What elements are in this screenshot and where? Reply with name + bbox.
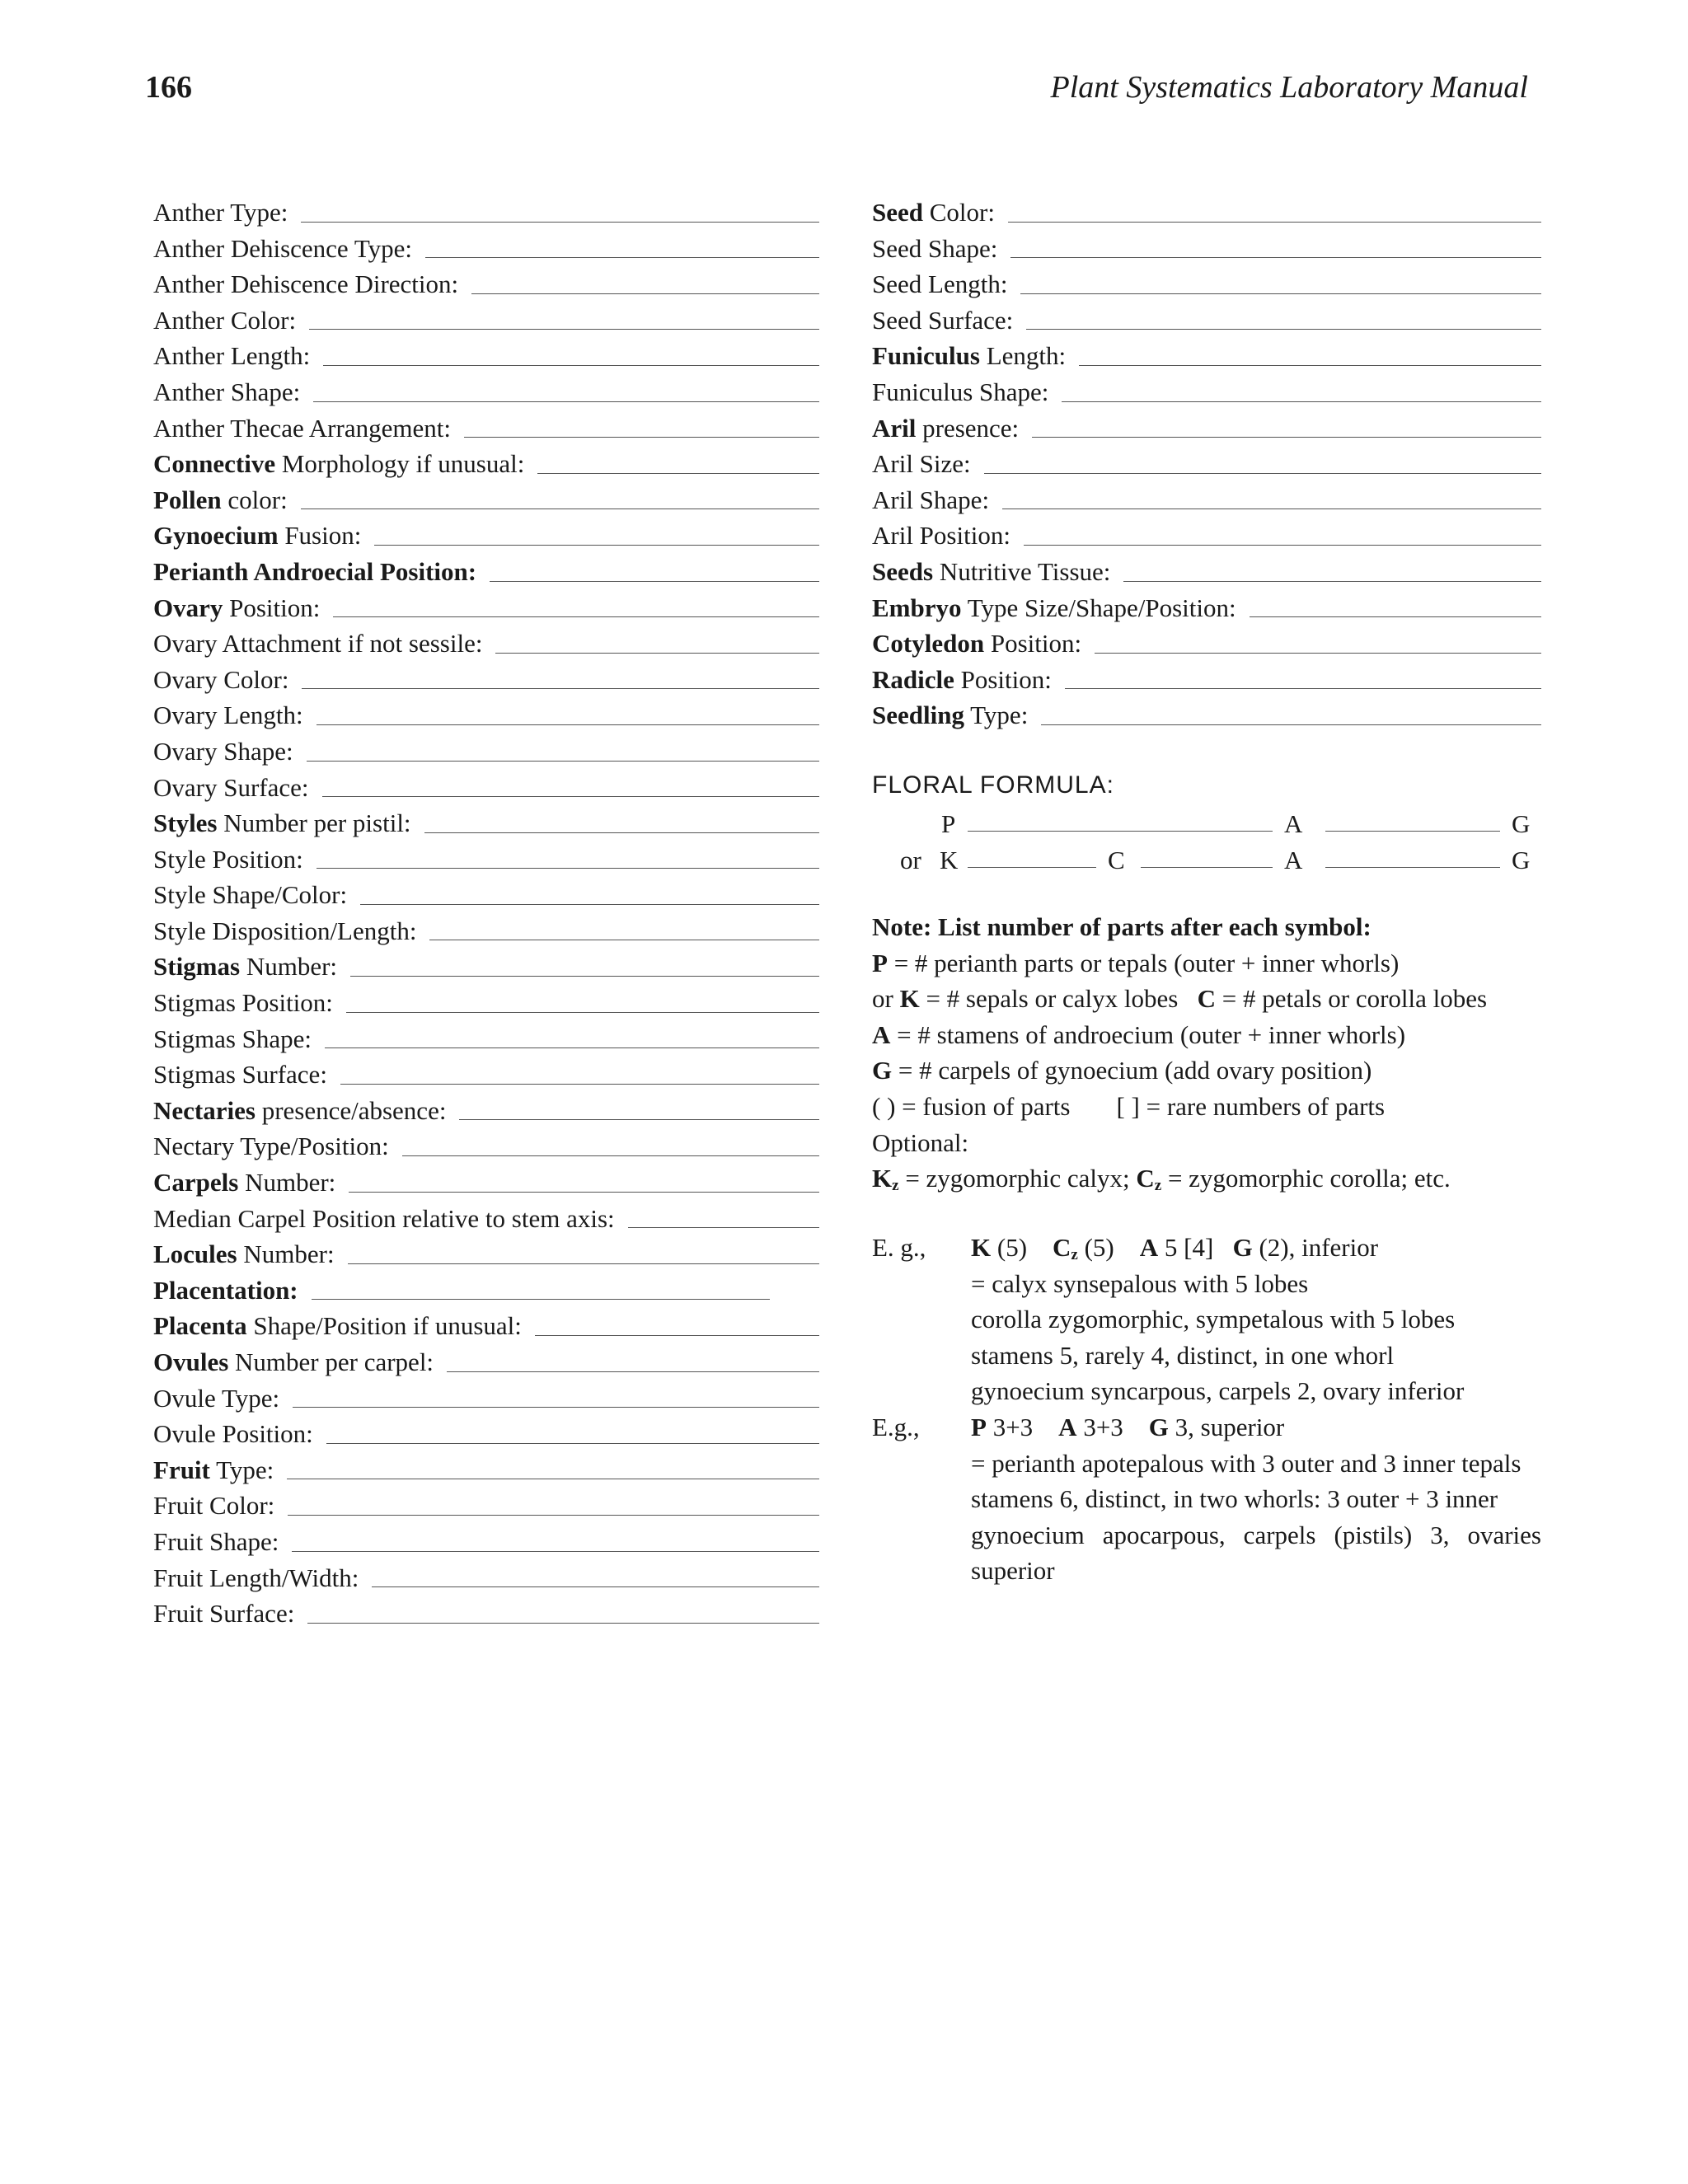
left-field-label [153, 231, 412, 267]
formula-c-blank[interactable] [1141, 867, 1273, 868]
right-field-label [872, 194, 995, 231]
left-answer-line[interactable] [348, 1263, 819, 1264]
example-2-line: gynoecium apocarpous, carpels (pistils) 3, ovaries [971, 1520, 1541, 1549]
left-answer-line[interactable] [316, 724, 819, 725]
field-label-text: presence/absence: [255, 1095, 447, 1125]
example-2-formula: P 3+3 A 3+3 G 3, superior [971, 1412, 1285, 1441]
left-answer-line[interactable] [372, 1586, 819, 1587]
right-field-label [872, 410, 1019, 447]
left-field-label [153, 1057, 327, 1093]
left-field-row [153, 266, 819, 302]
field-label-text: Type Size/Shape/Position: [961, 593, 1236, 622]
right-field-label [872, 590, 1236, 626]
page-number: 166 [145, 70, 192, 105]
field-label-text: Position: [223, 593, 321, 622]
left-field-row [153, 913, 819, 949]
field-label-text: Median Carpel Position relative to stem axis: [153, 1203, 615, 1233]
field-label-bold: Placenta [153, 1311, 247, 1341]
field-label-text: Fruit Length/Width: [153, 1563, 359, 1592]
example-1-label: E. g., [872, 1233, 926, 1262]
field-label-bold: Nectaries [153, 1095, 256, 1125]
field-label-text: Stigmas Position: [153, 988, 333, 1018]
left-answer-line[interactable] [425, 257, 819, 258]
left-field-label [153, 1524, 279, 1560]
left-field-row [153, 338, 819, 374]
left-field-row [153, 770, 819, 806]
left-field-row [153, 482, 819, 518]
field-label-bold: Pollen [153, 485, 222, 514]
right-field-row [872, 374, 1541, 410]
left-field-label [153, 1272, 298, 1309]
field-label-bold: Gynoecium [153, 521, 279, 551]
field-label-text: presence: [916, 413, 1020, 443]
right-answer-line[interactable] [1065, 688, 1541, 689]
note-zygomorphic: $K_z$ = zygomorphic calyx; $C_z$ = zygomorphic corolla; etc. [872, 1164, 1451, 1195]
field-label-text: Ovary Surface: [153, 772, 309, 802]
formula-examples [872, 1230, 1541, 1589]
left-answer-line[interactable] [322, 796, 820, 797]
left-field-label [153, 626, 482, 662]
left-answer-line[interactable] [490, 581, 819, 582]
right-answer-line[interactable] [1026, 329, 1541, 330]
left-field-label [153, 302, 296, 339]
field-label-text: Shape/Position if unusual: [246, 1311, 522, 1341]
left-answer-line[interactable] [495, 653, 819, 654]
field-label-text: Ovary Length: [153, 701, 303, 730]
floral-formula [872, 765, 1541, 879]
right-answer-line[interactable] [1123, 581, 1541, 582]
formula-g2-symbol: G [1512, 846, 1531, 874]
left-field-row [153, 446, 819, 482]
left-field-row [153, 518, 819, 554]
formula-row-perianth [872, 806, 1541, 842]
left-field-label [153, 1560, 359, 1596]
field-label-bold: Cotyledon [872, 629, 985, 658]
left-field-row [153, 985, 819, 1021]
left-field-row [153, 410, 819, 447]
field-label-text: Fusion: [278, 521, 362, 551]
formula-k-blank[interactable] [968, 867, 1096, 868]
field-label-bold: Ovules [153, 1347, 229, 1376]
left-answer-line[interactable] [302, 688, 819, 689]
left-field-label [153, 1416, 313, 1452]
formula-c-symbol: C [1108, 846, 1125, 874]
right-field-row [872, 697, 1541, 733]
left-answer-line[interactable] [288, 1515, 819, 1516]
note-optional: Optional: [872, 1127, 969, 1157]
field-label-text: Ovule Type: [153, 1383, 280, 1413]
left-field-row [153, 626, 819, 662]
right-field-label [872, 626, 1081, 662]
example-2-line: superior [971, 1556, 1055, 1586]
left-answer-line[interactable] [447, 1371, 819, 1372]
right-field-row [872, 446, 1541, 482]
left-field-label [153, 697, 303, 733]
left-field-row [153, 1165, 819, 1201]
right-field-label [872, 302, 1013, 339]
example-2-line: = perianth apotepalous with 3 outer and 3 inner tepals [971, 1448, 1522, 1478]
left-field-row [153, 877, 819, 913]
left-field-row [153, 1057, 819, 1093]
left-field-label [153, 1380, 279, 1417]
field-label-text: Anther Thecae Arrangement: [153, 413, 451, 443]
formula-row-calyx-corolla [872, 842, 1541, 879]
right-answer-line[interactable] [1079, 365, 1541, 366]
field-label-bold: Carpels [153, 1168, 239, 1197]
left-field-row [153, 697, 819, 733]
left-field-label [153, 410, 451, 447]
formula-or-text: or [900, 846, 921, 874]
left-answer-line[interactable] [292, 1551, 819, 1552]
field-label-text: Funiculus Shape: [872, 377, 1049, 406]
field-label-bold: Funiculus [872, 341, 980, 371]
field-label-text: Position: [954, 664, 1052, 694]
field-label-text: Color: [923, 198, 995, 227]
note-k-c: or K = # sepals or calyx lobes C = # petals or corolla lobes [872, 984, 1488, 1014]
left-field-row [153, 1380, 819, 1417]
right-field-column [872, 194, 1541, 733]
field-label-text: Type: [964, 701, 1029, 730]
field-label-bold: Radicle [872, 664, 954, 694]
left-answer-line[interactable] [340, 1084, 819, 1085]
right-answer-line[interactable] [1024, 545, 1541, 546]
field-label-text: Number: [240, 952, 338, 982]
right-answer-line[interactable] [1020, 293, 1541, 294]
left-field-label [153, 518, 361, 554]
field-label-bold: Perianth Androecial Position: [153, 556, 477, 586]
field-label-text: Seed Length: [872, 269, 1008, 299]
left-field-label [153, 266, 458, 302]
left-field-label [153, 1201, 615, 1237]
right-field-label [872, 482, 989, 518]
field-label-text: Number: [238, 1168, 336, 1197]
example-2 [872, 1409, 1541, 1589]
left-field-label [153, 554, 476, 590]
formula-a2-blank[interactable] [1325, 867, 1500, 868]
right-field-row [872, 302, 1541, 339]
left-field-row [153, 841, 819, 878]
right-field-label [872, 374, 1048, 410]
right-field-row [872, 410, 1541, 447]
left-answer-line[interactable] [326, 1443, 819, 1444]
field-label-text: Seed Surface: [872, 305, 1014, 335]
field-label-text: Anther Dehiscence Type: [153, 233, 413, 263]
field-label-bold: Seed [872, 198, 923, 227]
left-field-row [153, 1201, 819, 1237]
formula-p-blank[interactable] [968, 831, 1273, 832]
field-label-bold: Placentation: [153, 1275, 298, 1305]
right-field-row [872, 338, 1541, 374]
left-answer-line[interactable] [316, 868, 819, 869]
left-field-row [153, 590, 819, 626]
field-label-text: Ovary Attachment if not sessile: [153, 629, 483, 658]
right-field-label [872, 518, 1010, 554]
formula-p-symbol: P [941, 809, 956, 838]
running-header: Plant Systematics Laboratory Manual [1050, 70, 1528, 105]
left-field-row [153, 1308, 819, 1344]
left-field-row [153, 949, 819, 985]
left-answer-line[interactable] [346, 1012, 819, 1013]
right-field-row [872, 662, 1541, 698]
field-label-text: Aril Size: [872, 449, 971, 479]
field-label-text: Nutritive Tissue: [933, 556, 1111, 586]
left-field-label [153, 1596, 294, 1632]
note-fusion-rare: ( ) = fusion of parts [ ] = rare numbers of parts [872, 1091, 1386, 1121]
left-field-label [153, 482, 288, 518]
left-answer-line[interactable] [628, 1227, 819, 1228]
field-label-text: Fruit Surface: [153, 1599, 295, 1629]
floral-formula-title: FLORAL FORMULA: [872, 771, 1114, 799]
left-field-row [153, 805, 819, 841]
left-field-row [153, 1272, 819, 1309]
example-1-line: = calyx synsepalous with 5 lobes [971, 1268, 1309, 1298]
left-answer-line[interactable] [402, 1155, 819, 1156]
right-answer-line[interactable] [1010, 257, 1541, 258]
left-field-row [153, 1236, 819, 1272]
left-field-label [153, 770, 309, 806]
right-field-row [872, 266, 1541, 302]
left-answer-line[interactable] [293, 1407, 819, 1408]
left-field-label [153, 1093, 446, 1129]
right-field-label [872, 697, 1028, 733]
field-label-bold: Connective [153, 449, 276, 479]
note-p: P = # perianth parts or tepals (outer + inner whorls) [872, 948, 1400, 977]
right-field-label [872, 662, 1052, 698]
left-field-row [153, 1093, 819, 1129]
left-field-label [153, 1165, 335, 1201]
left-field-label [153, 662, 288, 698]
right-field-row [872, 554, 1541, 590]
left-answer-line[interactable] [323, 365, 819, 366]
left-field-label [153, 1236, 335, 1272]
field-label-bold: Fruit [153, 1455, 210, 1484]
right-field-row [872, 590, 1541, 626]
field-label-text: Style Disposition/Length: [153, 916, 417, 945]
left-field-label [153, 1021, 312, 1057]
left-field-label [153, 1308, 522, 1344]
field-label-text: Seed Shape: [872, 233, 998, 263]
right-field-row [872, 482, 1541, 518]
left-answer-line[interactable] [464, 437, 819, 438]
field-label-text: Number per pistil: [217, 808, 411, 838]
formula-notes [872, 909, 1541, 1197]
left-field-label [153, 841, 303, 878]
field-label-text: Aril Shape: [872, 485, 990, 514]
left-field-label [153, 338, 310, 374]
field-label-text: Style Position: [153, 844, 303, 874]
field-label-text: Stigmas Surface: [153, 1060, 327, 1090]
left-answer-line[interactable] [313, 401, 819, 402]
right-field-label [872, 231, 997, 267]
left-answer-line[interactable] [325, 1047, 819, 1048]
formula-g-symbol: G [1512, 809, 1531, 838]
left-field-row [153, 1344, 819, 1380]
left-field-row [153, 1128, 819, 1165]
left-field-label [153, 733, 293, 770]
right-field-row [872, 626, 1541, 662]
field-label-text: Stigmas Shape: [153, 1024, 312, 1053]
field-label-text: color: [221, 485, 288, 514]
field-label-bold: Stigmas [153, 952, 241, 982]
left-answer-line[interactable] [307, 1623, 819, 1624]
left-answer-line[interactable] [307, 761, 819, 762]
example-1-line: gynoecium syncarpous, carpels 2, ovary inferior [971, 1376, 1465, 1406]
right-field-label [872, 554, 1110, 590]
left-answer-line[interactable] [360, 904, 819, 905]
field-label-text: Type: [209, 1455, 274, 1484]
right-field-row [872, 194, 1541, 231]
left-field-row [153, 1596, 819, 1632]
field-label-text: Nectary Type/Position: [153, 1132, 389, 1161]
field-label-text: Number: [237, 1240, 335, 1269]
field-label-text: Length: [979, 341, 1067, 371]
note-a: A = # stamens of androecium (outer + inner whorls) [872, 1019, 1406, 1049]
formula-a2-symbol: A [1284, 846, 1303, 874]
field-label-text: Anther Color: [153, 305, 297, 335]
field-label-bold: Seeds [872, 556, 934, 586]
left-field-row [153, 1021, 819, 1057]
left-answer-line[interactable] [535, 1335, 819, 1336]
field-label-text: Fruit Color: [153, 1491, 275, 1521]
right-answer-line[interactable] [1008, 222, 1541, 223]
left-field-label [153, 877, 347, 913]
formula-k-symbol: K [940, 846, 959, 874]
left-field-column [153, 194, 819, 1632]
left-field-row [153, 231, 819, 267]
left-field-row [153, 733, 819, 770]
field-label-text: Ovary Shape: [153, 736, 293, 766]
left-field-label [153, 1452, 274, 1488]
right-answer-line[interactable] [1250, 616, 1541, 617]
formula-a-symbol: A [1284, 809, 1303, 838]
left-answer-line[interactable] [333, 616, 819, 617]
left-field-label [153, 374, 300, 410]
left-field-row [153, 302, 819, 339]
left-answer-line[interactable] [350, 976, 819, 977]
left-field-label [153, 590, 320, 626]
left-answer-line[interactable] [537, 473, 819, 474]
field-label-text: Aril Position: [872, 521, 1010, 551]
left-field-row [153, 1452, 819, 1488]
left-answer-line[interactable] [459, 1119, 819, 1120]
field-label-text: Anther Dehiscence Direction: [153, 269, 459, 299]
field-label-bold: Aril [872, 413, 917, 443]
example-1-formula: K (5) $C_z$ (5) A 5 [4] G (2), inferior [971, 1233, 1379, 1263]
left-field-label [153, 913, 416, 949]
right-field-label [872, 338, 1066, 374]
right-field-label [872, 446, 971, 482]
left-answer-line[interactable] [374, 545, 819, 546]
field-label-bold: Styles [153, 808, 218, 838]
field-label-bold: Ovary [153, 593, 223, 622]
left-answer-line[interactable] [309, 329, 819, 330]
right-field-label [872, 266, 1007, 302]
field-label-text: Ovule Position: [153, 1419, 313, 1449]
formula-a-blank[interactable] [1325, 831, 1500, 832]
left-answer-line[interactable] [301, 222, 819, 223]
left-field-label [153, 985, 333, 1021]
field-label-text: Anther Type: [153, 198, 288, 227]
note-g: G = # carpels of gynoecium (add ovary position) [872, 1056, 1372, 1085]
example-2-label: E.g., [872, 1412, 920, 1441]
field-label-bold: Embryo [872, 593, 962, 622]
left-answer-line[interactable] [424, 832, 819, 833]
left-answer-line[interactable] [471, 293, 819, 294]
notes-heading: Note: List number of parts after each symbol: [872, 912, 1372, 941]
example-1-line: stamens 5, rarely 4, distinct, in one whorl [971, 1340, 1395, 1370]
right-answer-line[interactable] [1062, 401, 1541, 402]
left-field-row [153, 662, 819, 698]
left-field-row [153, 1488, 819, 1524]
field-label-bold: Seedling [872, 701, 964, 730]
field-label-text: Fruit Shape: [153, 1526, 279, 1556]
field-label-text: Anther Length: [153, 341, 311, 371]
example-1-line: corolla zygomorphic, sympetalous with 5 lobes [971, 1305, 1456, 1334]
example-2-line: stamens 6, distinct, in two whorls: 3 outer + 3 inner [971, 1484, 1498, 1514]
field-label-text: Position: [984, 629, 1082, 658]
left-field-row [153, 374, 819, 410]
field-label-text: Ovary Color: [153, 664, 289, 694]
field-label-text: Anther Shape: [153, 377, 301, 406]
field-label-bold: Locules [153, 1240, 237, 1269]
left-answer-line[interactable] [312, 1299, 770, 1300]
left-field-row [153, 1524, 819, 1560]
right-field-row [872, 231, 1541, 267]
right-answer-line[interactable] [1041, 724, 1541, 725]
left-field-row [153, 194, 819, 231]
example-1 [872, 1230, 1541, 1409]
left-field-label [153, 1344, 434, 1380]
right-answer-line[interactable] [1032, 437, 1541, 438]
left-field-row [153, 1560, 819, 1596]
left-field-label [153, 446, 524, 482]
left-field-label [153, 949, 337, 985]
left-field-label [153, 805, 411, 841]
left-field-label [153, 194, 288, 231]
field-label-text: Number per carpel: [228, 1347, 434, 1376]
right-answer-line[interactable] [984, 473, 1541, 474]
right-answer-line[interactable] [1095, 653, 1541, 654]
left-field-row [153, 1416, 819, 1452]
left-field-row [153, 554, 819, 590]
right-field-row [872, 518, 1541, 554]
field-label-text: Style Shape/Color: [153, 880, 348, 910]
field-label-text: Morphology if unusual: [275, 449, 525, 479]
left-answer-line[interactable] [349, 1192, 819, 1193]
left-field-label [153, 1128, 389, 1165]
left-field-label [153, 1488, 274, 1524]
